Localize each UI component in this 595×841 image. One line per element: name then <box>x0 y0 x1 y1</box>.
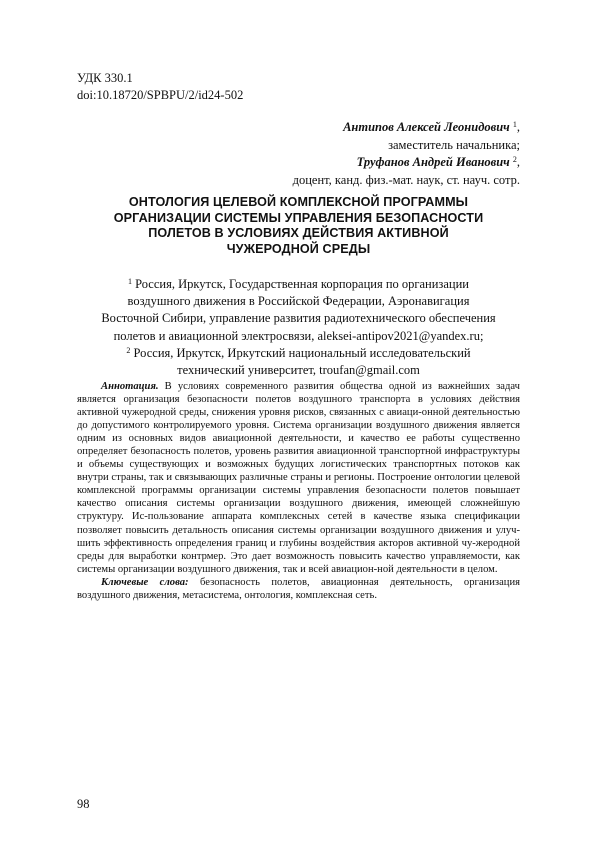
author-1-sup: 1 <box>512 120 517 129</box>
affiliation-line: $^1$ Россия, Иркутск, Государственная корпорация по организации <box>127 277 469 291</box>
article-meta <box>77 70 243 104</box>
abstract-label: Аннотация. <box>101 381 159 392</box>
affiliations <box>77 276 520 379</box>
keywords-label: Ключевые слова: <box>101 576 189 588</box>
author-1-name: Антипов Алексей Леонидович <box>343 120 510 134</box>
udc-code: УДК 330.1 <box>77 71 133 85</box>
abstract-paragraph <box>77 380 520 576</box>
author-1-role: заместитель начальника; <box>388 137 520 152</box>
doi: doi:10.18720/SPBPU/2/id24-502 <box>77 88 244 102</box>
affiliation-1-sup: 1 <box>127 277 132 286</box>
author-2-sup: 2 <box>512 155 517 164</box>
title-line: ОРГАНИЗАЦИИ СИСТЕМЫ УПРАВЛЕНИЯ БЕЗОПАСНОСТИ <box>113 210 484 225</box>
affiliation-line: полетов и авиационной электросвязи, aleksei-antipov2021@yandex.ru; <box>113 328 484 343</box>
author-2-role: доцент, канд. физ.-мат. наук, ст. науч. сотр. <box>292 172 520 187</box>
abstract-text: В условиях современного развития общества одной из важнейших задач является организация безопасности полетов воздушного транспорта в условиях действия активной чужеродной среды, снижения уровня рисков, связанных с авиаци-онной деятельностью до допустимого контролируемого уровня. Система организации воздушного движения является одним из основных видов авиационной деятельности, и качество ее работы существенно определяет безопасность полетов, уровень развития авиационной транспортной инфраструктуры и объемы существующих и возможных будущих логистических транспортных потоков как внутри страны, так и связывающих различные страны и регионы. Построение онтологии целевой комплексной программы организации системы управления безопасности полетов повышает качество описания системы организации воздушного движения, имеющей сложнейшую структуру. Ис-пользование аппарата комплексных сетей в качестве языка спецификации позволяет повысить детальность описания системы организации воздушного движения и улуч-шить эффективность определения границ и глубины воздействия акторов активной чу-жеродной среды для выработки контрмер. Это дает возможность повысить качество управляемости, как системы организации воздушного движения, так и всей авиацион-ной деятельности в целом. <box>77 381 520 575</box>
title-line: ЧУЖЕРОДНОЙ СРЕДЫ <box>226 241 371 256</box>
keywords-text: безопасность полетов, авиационная деятельность, организация воздушного движения, метасистема, онтология, комплексная сеть. <box>77 576 520 601</box>
author-2: Труфанов Андрей Иванович $^2$, <box>356 155 520 169</box>
keywords-paragraph <box>77 576 520 602</box>
author-1: Антипов Алексей Леонидович $^1$, <box>343 120 520 134</box>
affiliation-2-sup: 2 <box>126 345 131 355</box>
affiliation-line: технический университет, troufan@gmail.com <box>177 363 420 378</box>
affiliation-line: воздушного движения в Российской Федерации, Аэронавигация <box>127 294 470 309</box>
affiliation-line: $^2$ Россия, Иркутск, Иркутский национальный исследовательский <box>126 345 471 360</box>
author-block <box>70 119 520 189</box>
author-2-name: Труфанов Андрей Иванович <box>356 155 510 169</box>
abstract-block <box>77 380 520 602</box>
article-title <box>77 195 520 257</box>
title-line: ПОЛЕТОВ В УСЛОВИЯХ ДЕЙСТВИЯ АКТИВНОЙ <box>148 226 449 240</box>
affiliation-line: Восточной Сибири, управление развития радиотехнического обеспечения <box>101 311 496 326</box>
title-line: ОНТОЛОГИЯ ЦЕЛЕВОЙ КОМПЛЕКСНОЙ ПРОГРАММЫ <box>128 195 469 209</box>
page-number: 98 <box>77 797 90 811</box>
